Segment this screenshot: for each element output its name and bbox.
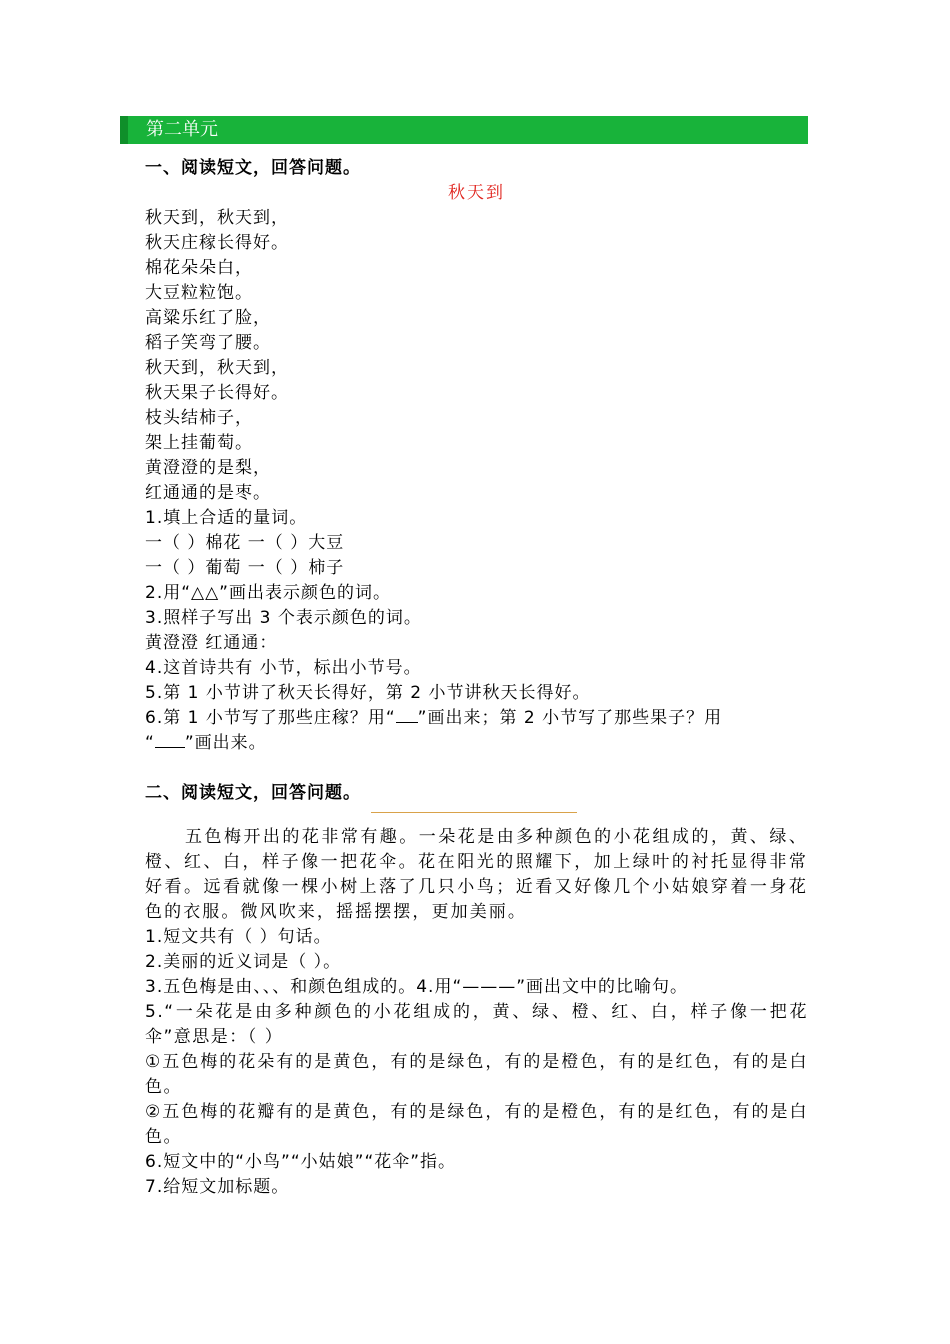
- question-line: 2.美丽的近义词是（ ）。: [145, 952, 342, 972]
- section1-questions: [145, 506, 808, 756]
- question-line: 1.短文共有（ ）句话。: [145, 927, 332, 947]
- question-line: 黄澄澄 红通通：: [145, 633, 278, 653]
- question-5: 5.“一朵花是由多种颜色的小花组成的，黄、绿、橙、红、白，样子像一把花伞”意思是：（ ）: [145, 1002, 808, 1047]
- q6-text-c: “: [145, 733, 155, 753]
- q6-text-b: ”画出来；第 2 小节写了那些果子？用: [417, 708, 723, 728]
- question-line: 3.照样子写出 3 个表示颜色的词。: [145, 608, 422, 628]
- poem-line: 秋天庄稼长得好。: [145, 233, 289, 253]
- question-line: 1.填上合适的量词。: [145, 508, 308, 528]
- poem-line: 秋天到，秋天到，: [145, 208, 289, 228]
- poem-line: 红通通的是枣。: [145, 483, 271, 503]
- question-line: 一（ ）葡萄 一（ ）柿子: [145, 558, 345, 578]
- question-line: 一（ ）棉花 一（ ）大豆: [145, 533, 345, 553]
- poem-title: 秋天到: [448, 183, 505, 203]
- section1-heading: 一、阅读短文，回答问题。: [145, 158, 361, 178]
- unit-title: 第二单元: [146, 119, 218, 140]
- poem-line: 秋天到，秋天到，: [145, 358, 289, 378]
- poem-line: 大豆粒粒饱。: [145, 283, 253, 303]
- question-6-line1: [145, 706, 808, 731]
- question-line: 3.五色梅是由、、、和颜色组成的。4.用“———”画出文中的比喻句。: [145, 977, 689, 997]
- poem: [145, 206, 808, 506]
- spacer: [145, 756, 808, 778]
- poem-line: 枝头结柿子，: [145, 408, 253, 428]
- section2-heading: 二、阅读短文，回答问题。: [145, 783, 361, 803]
- question-6-line2: [145, 731, 808, 756]
- unit-header-edge: [120, 116, 128, 144]
- poem-line: 架上挂葡萄。: [145, 433, 253, 453]
- poem-line: 黄澄澄的是梨，: [145, 458, 271, 478]
- poem-line: 秋天果子长得好。: [145, 383, 289, 403]
- option-1: ①五色梅的花朵有的是黄色，有的是绿色，有的是橙色，有的是红色，有的是白色。: [145, 1052, 808, 1097]
- q6-text-a: 6.第 1 小节写了那些庄稼？用“: [145, 708, 396, 728]
- section2-questions: [145, 925, 808, 1200]
- underline-blank: [155, 733, 185, 748]
- poem-line: 高粱乐红了脸，: [145, 308, 271, 328]
- question-line: 5.第 1 小节讲了秋天长得好，第 2 小节讲秋天长得好。: [145, 683, 591, 703]
- unit-header-bar: [120, 116, 808, 144]
- poem-line: 棉花朵朵白，: [145, 258, 253, 278]
- poem-line: 稻子笑弯了腰。: [145, 333, 271, 353]
- question-line: 2.用“△△”画出表示颜色的词。: [145, 583, 391, 603]
- document-body: [145, 156, 808, 1200]
- question-line: 7.给短文加标题。: [145, 1177, 290, 1197]
- option-2: ②五色梅的花瓣有的是黄色，有的是绿色，有的是橙色，有的是红色，有的是白色。: [145, 1102, 808, 1147]
- title-divider: [371, 812, 577, 813]
- underline-blank: [396, 708, 418, 723]
- q6-text-d: ”画出来。: [184, 733, 267, 753]
- question-line: 4.这首诗共有 小节，标出小节号。: [145, 658, 422, 678]
- passage: 五色梅开出的花非常有趣。一朵花是由多种颜色的小花组成的，黄、绿、橙、红、白，样子像一把花伞。花在阳光的照耀下，加上绿叶的衬托显得非常好看。远看就像一棵小树上落了几只小鸟；近看又好像几个小姑娘穿着一身花色的衣服。微风吹来，摇摇摆摆，更加美丽。: [145, 827, 808, 922]
- question-line: 6.短文中的“小鸟”“小姑娘”“花伞”指。: [145, 1152, 457, 1172]
